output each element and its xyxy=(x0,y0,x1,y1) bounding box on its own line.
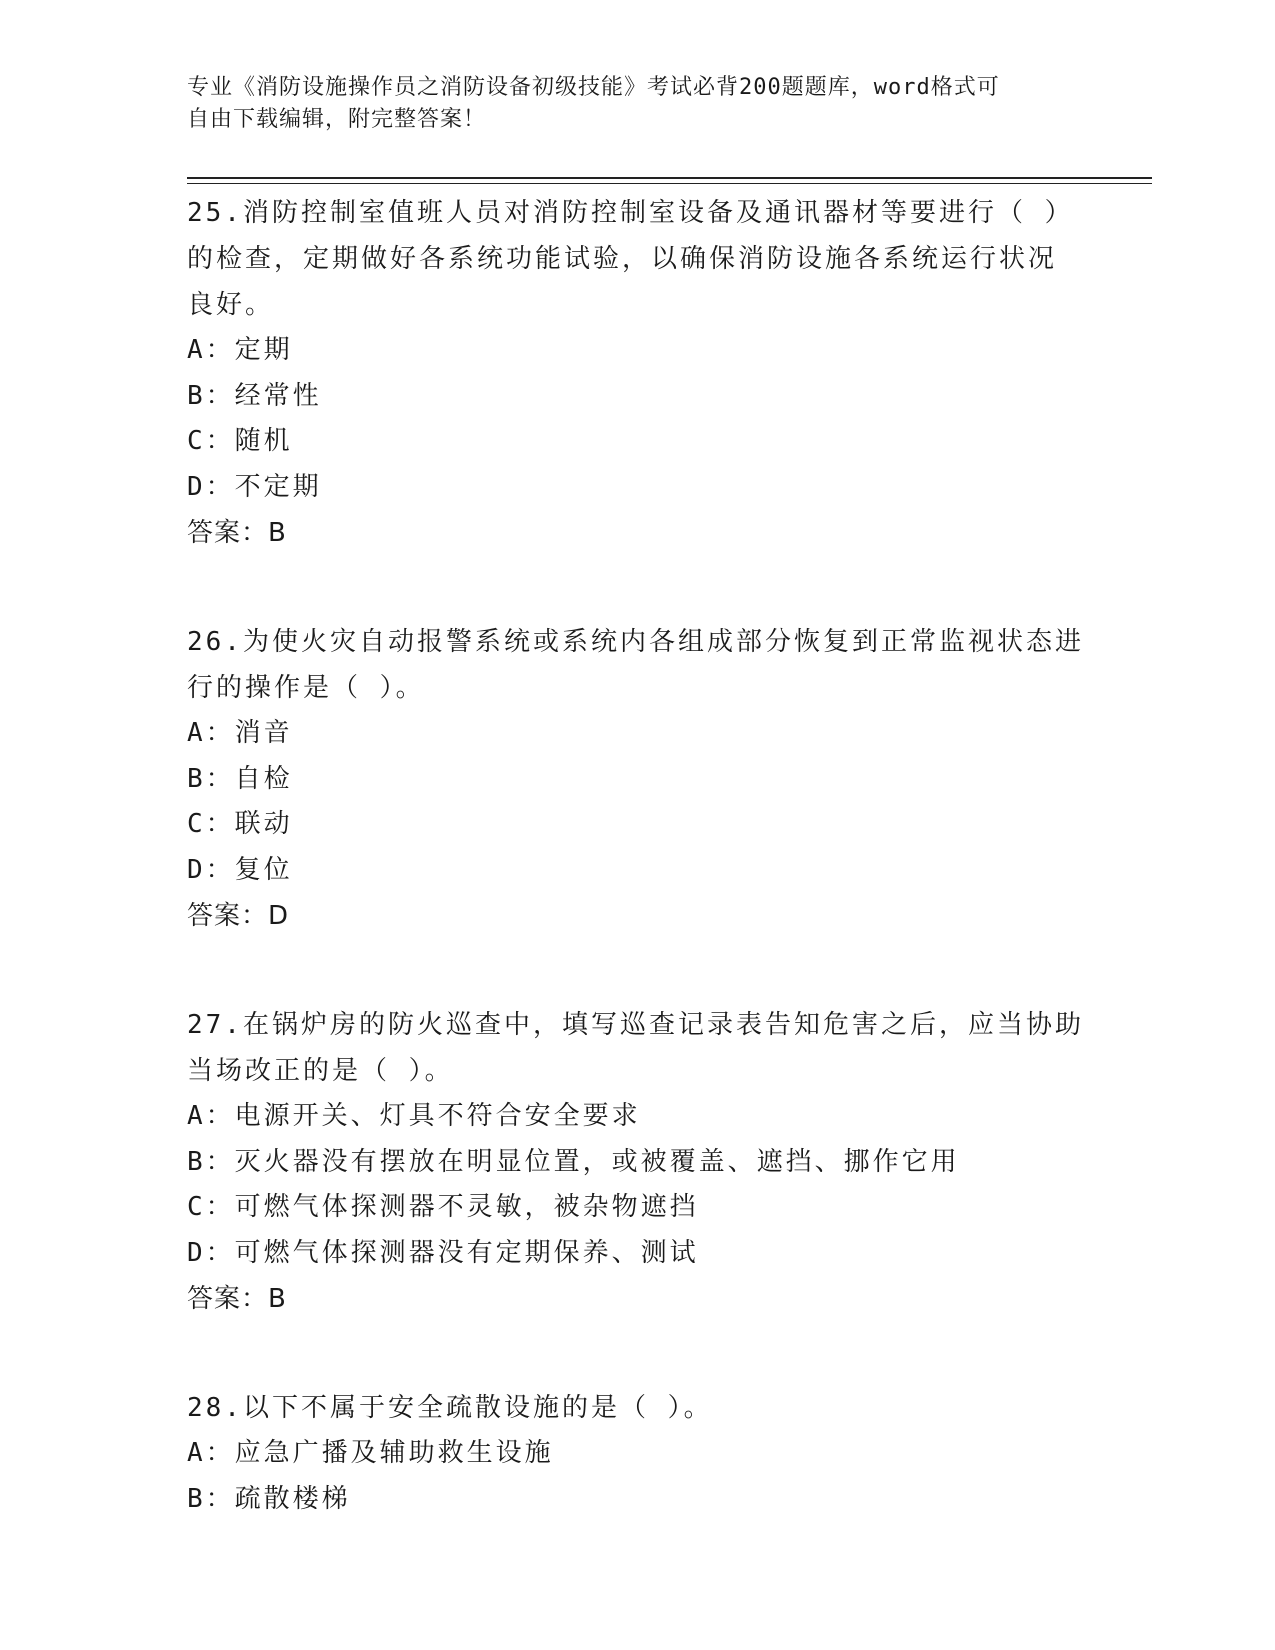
option-c: C：随机 xyxy=(187,426,293,456)
option-c: C：可燃气体探测器不灵敏，被杂物遮挡 xyxy=(187,1192,699,1222)
option-b: B：经常性 xyxy=(187,380,322,411)
question-stem-line: 的检查，定期做好各系统功能试验，以确保消防设施各系统运行状况 xyxy=(187,244,1058,274)
header-line-1: 专业《消防设施操作员之消防设备初级技能》考试必背200题题库，word格式可 xyxy=(187,75,1000,100)
question-25 xyxy=(187,190,1087,556)
answer-line: 答案：B xyxy=(187,518,287,548)
question-list xyxy=(187,190,1087,1585)
question-stem-line: 27.在锅炉房的防火巡查中，填写巡查记录表告知危害之后，应当协助 xyxy=(187,1010,1084,1040)
answer-line: 答案：B xyxy=(187,1284,287,1314)
option-a: A：电源开关、灯具不符合安全要求 xyxy=(187,1101,641,1131)
option-d: D：不定期 xyxy=(187,471,322,502)
option-b: B：灭火器没有摆放在明显位置，或被覆盖、遮挡、挪作它用 xyxy=(187,1146,960,1177)
option-a: A：消音 xyxy=(187,718,293,748)
question-stem-line: 良好。 xyxy=(187,290,275,320)
option-b: B：自检 xyxy=(187,763,293,794)
option-a: A：应急广播及辅助救生设施 xyxy=(187,1438,554,1468)
header-divider-thin xyxy=(187,183,1152,184)
header-line-2: 自由下载编辑，附完整答案！ xyxy=(187,107,487,132)
question-stem-line: 行的操作是（ ）。 xyxy=(187,673,425,703)
question-27 xyxy=(187,1002,1087,1322)
option-b: B：疏散楼梯 xyxy=(187,1483,351,1514)
answer-line: 答案：D xyxy=(187,901,290,931)
question-28 xyxy=(187,1385,1087,1522)
header-divider-thick xyxy=(187,177,1152,179)
option-d: D：复位 xyxy=(187,854,293,885)
option-a: A：定期 xyxy=(187,335,293,365)
option-c: C：联动 xyxy=(187,809,293,839)
option-d: D：可燃气体探测器没有定期保养、测试 xyxy=(187,1237,699,1268)
question-stem-line: 26.为使火灾自动报警系统或系统内各组成部分恢复到正常监视状态进 xyxy=(187,627,1084,657)
question-stem-line: 28.以下不属于安全疏散设施的是（ ）。 xyxy=(187,1393,713,1423)
question-stem-line: 25.消防控制室值班人员对消防控制室设备及通讯器材等要进行（ ） xyxy=(187,198,1074,228)
question-26 xyxy=(187,619,1087,939)
question-stem-line: 当场改正的是（ ）。 xyxy=(187,1056,454,1086)
document-header xyxy=(187,72,1067,136)
